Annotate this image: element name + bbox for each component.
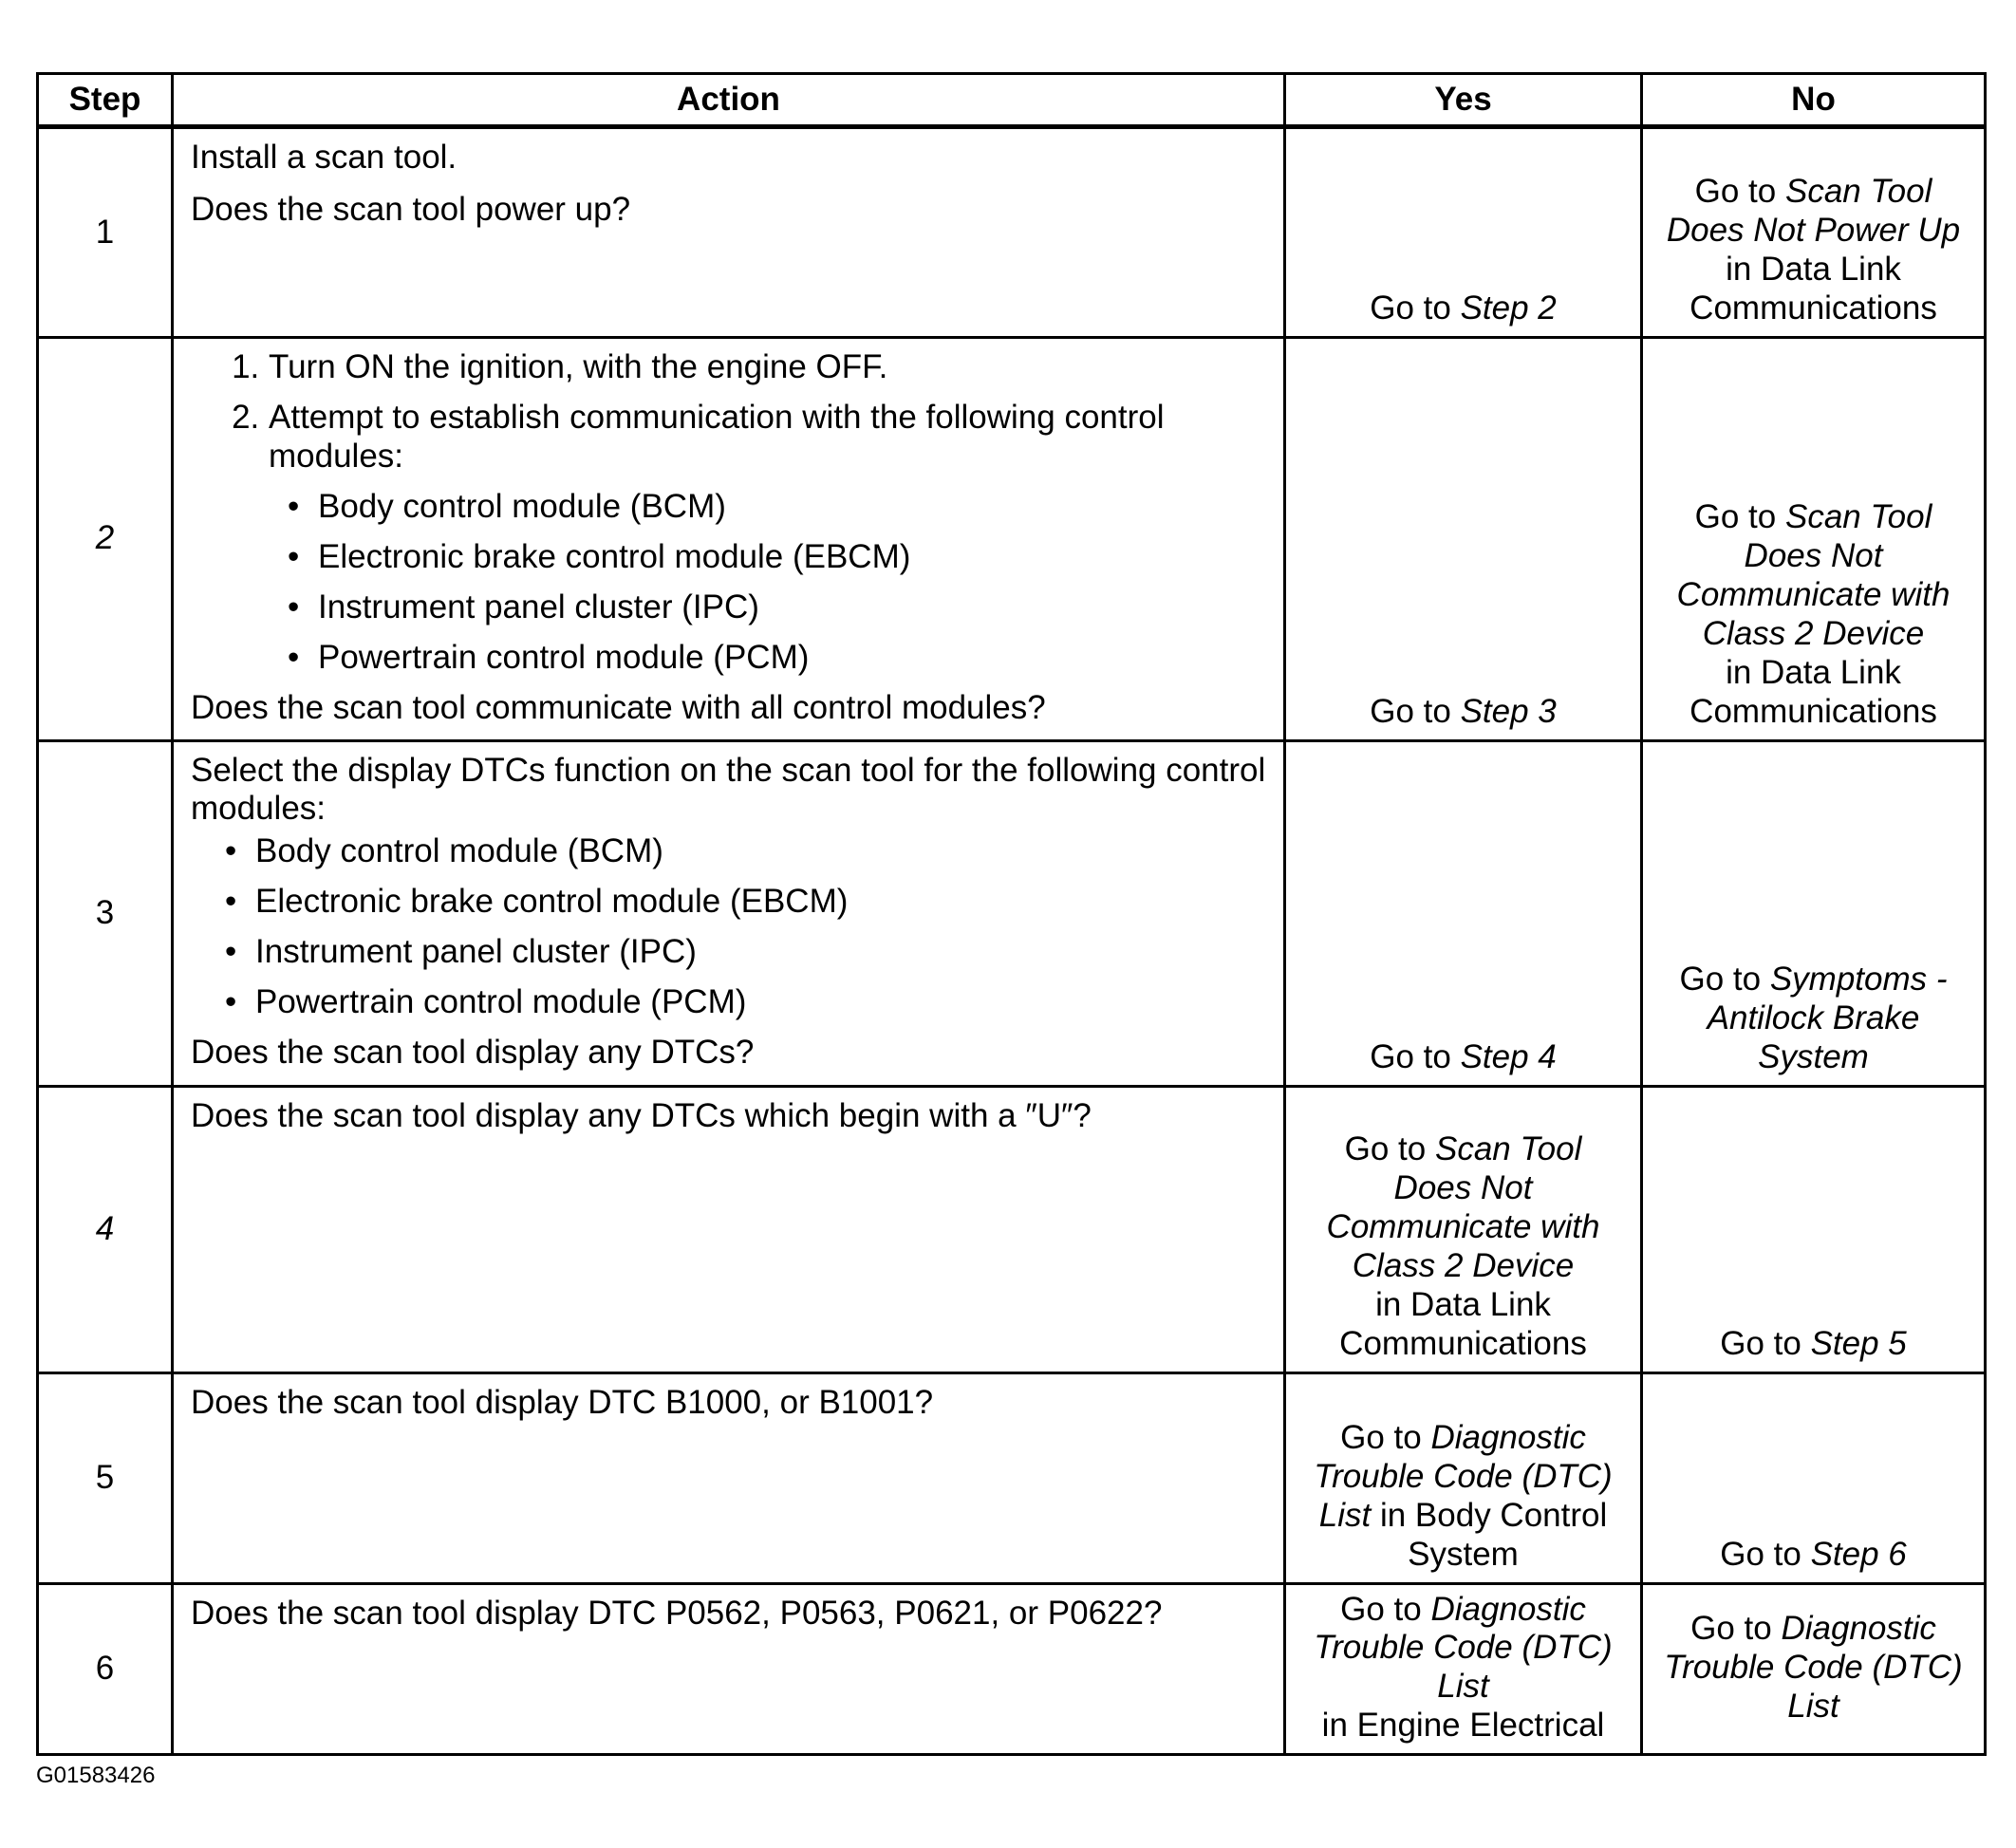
procedure-link[interactable]: Communicate with — [1676, 575, 1951, 613]
action-cell — [173, 1372, 1285, 1583]
step-number: 1 — [38, 127, 173, 338]
table-row-step-4 — [38, 1086, 1986, 1372]
procedure-link[interactable]: Antilock Brake — [1707, 999, 1920, 1036]
action-question: Does the scan tool display DTC P0562, P0563, P0621, or P0622? — [191, 1594, 1163, 1632]
no-cell: Go to Scan Tool Does Not Communicate with Class 2 Device in Data Link Communications — [1642, 338, 1986, 741]
table-row-step-3 — [38, 740, 1986, 1086]
procedure-link[interactable]: Scan Tool — [1784, 497, 1932, 535]
list-item: • Instrument panel cluster (IPC) — [318, 588, 1268, 627]
header-no: No — [1642, 74, 1986, 127]
list-item: • Instrument panel cluster (IPC) — [255, 933, 1268, 972]
no-cell: Go to Step 5 — [1642, 1086, 1986, 1372]
procedure-link[interactable]: Diagnostic — [1781, 1609, 1936, 1647]
header-yes: Yes — [1285, 74, 1642, 127]
step-number: 5 — [38, 1372, 173, 1583]
no-cell: Go to Step 6 — [1642, 1372, 1986, 1583]
action-cell — [173, 1086, 1285, 1372]
diagnostic-table — [36, 72, 1987, 1756]
table-row-step-1 — [38, 127, 1986, 338]
procedure-link[interactable]: Does Not — [1393, 1168, 1533, 1206]
no-cell: Go to Diagnostic Trouble Code (DTC) List — [1642, 1583, 1986, 1755]
procedure-link[interactable]: Communicate with — [1326, 1207, 1600, 1245]
procedure-link[interactable]: Scan Tool — [1784, 173, 1932, 211]
header-action: Action — [173, 74, 1285, 127]
action-question: Does the scan tool power up? — [191, 190, 631, 228]
header-row — [38, 74, 1986, 127]
figure-id: G01583426 — [36, 1763, 156, 1788]
step-number: 3 — [38, 740, 173, 1086]
step-number: 4 — [38, 1086, 173, 1372]
no-cell: Go to Scan Tool Does Not Power Up in Data Link Communications — [1642, 127, 1986, 338]
step-number: 2 — [38, 338, 173, 741]
list-item: • Electronic brake control module (EBCM) — [255, 883, 1268, 922]
procedure-link[interactable]: Does Not — [1744, 536, 1883, 574]
numbered-list — [191, 348, 1268, 678]
action-question: Does the scan tool display any DTCs which begin with a ″U″? — [191, 1096, 1092, 1134]
action-cell — [173, 127, 1285, 338]
action-cell — [173, 740, 1285, 1086]
list-item: • Powertrain control module (PCM) — [255, 983, 1268, 1022]
action-question: Does the scan tool display any DTCs? — [191, 1034, 755, 1072]
procedure-link[interactable]: Symptoms - — [1769, 960, 1948, 998]
procedure-link[interactable]: List — [1318, 1496, 1372, 1534]
table-row-step-6 — [38, 1583, 1986, 1755]
action-question: Does the scan tool communicate with all control modules? — [191, 688, 1046, 726]
procedure-link[interactable]: Class 2 Device — [1702, 614, 1925, 652]
bullet-list — [191, 832, 1268, 1022]
yes-cell: Go to Step 4 — [1285, 740, 1642, 1086]
yes-cell: Go to Scan Tool Does Not Communicate with Class 2 Device in Data Link Communications — [1285, 1086, 1642, 1372]
procedure-link[interactable]: Does Not Power Up — [1666, 212, 1961, 250]
action-question: Does the scan tool display DTC B1000, or B1001? — [191, 1383, 934, 1421]
no-cell: Go to Symptoms - Antilock Brake System — [1642, 740, 1986, 1086]
procedure-link[interactable]: Trouble Code (DTC) — [1314, 1457, 1613, 1495]
step-link[interactable]: Step 4 — [1460, 1037, 1557, 1075]
procedure-link[interactable]: Trouble Code (DTC) — [1314, 1629, 1613, 1667]
step-link[interactable]: Step 2 — [1460, 289, 1557, 327]
list-item: 1. Turn ON the ignition, with the engine OFF. — [269, 348, 1268, 387]
list-item: • Electronic brake control module (EBCM) — [318, 538, 1268, 577]
procedure-link[interactable]: List — [1787, 1687, 1839, 1725]
procedure-link[interactable]: Class 2 Device — [1352, 1246, 1575, 1284]
list-item: • Body control module (BCM) — [318, 488, 1268, 527]
bullet-list — [269, 488, 1268, 678]
procedure-link[interactable]: System — [1758, 1037, 1869, 1075]
action-cell — [173, 338, 1285, 741]
header-step: Step — [38, 74, 173, 127]
action-cell — [173, 1583, 1285, 1755]
action-text: Install a scan tool. — [191, 139, 457, 176]
action-text: Select the display DTCs function on the scan tool for the following control modules: — [191, 751, 1266, 828]
yes-cell: Go to Diagnostic Trouble Code (DTC) List in Body Control System — [1285, 1372, 1642, 1583]
yes-cell: Go to Diagnostic Trouble Code (DTC) List in Engine Electrical — [1285, 1583, 1642, 1755]
procedure-link[interactable]: Trouble Code (DTC) — [1664, 1648, 1963, 1686]
step-link[interactable]: Step 6 — [1810, 1535, 1907, 1573]
procedure-link[interactable]: Scan Tool — [1434, 1129, 1582, 1167]
procedure-link[interactable]: List — [1437, 1668, 1489, 1706]
list-item: • Body control module (BCM) — [255, 832, 1268, 871]
list-item: • Powertrain control module (PCM) — [318, 639, 1268, 678]
procedure-link[interactable]: Diagnostic — [1430, 1590, 1586, 1628]
table-row-step-2 — [38, 338, 1986, 741]
table-row-step-5 — [38, 1372, 1986, 1583]
step-link[interactable]: Step 5 — [1810, 1324, 1907, 1362]
list-item: 2. Attempt to establish communication with the following control modules: • Body control module (BCM) • Electronic brake control module (EBCM) • Instrument panel cluster (IPC) • Powertrain control module (PCM) — [269, 399, 1268, 678]
step-number: 6 — [38, 1583, 173, 1755]
yes-cell: Go to Step 3 — [1285, 338, 1642, 741]
step-link[interactable]: Step 3 — [1460, 692, 1557, 730]
procedure-link[interactable]: Diagnostic — [1430, 1418, 1586, 1456]
yes-cell: Go to Step 2 — [1285, 127, 1642, 338]
